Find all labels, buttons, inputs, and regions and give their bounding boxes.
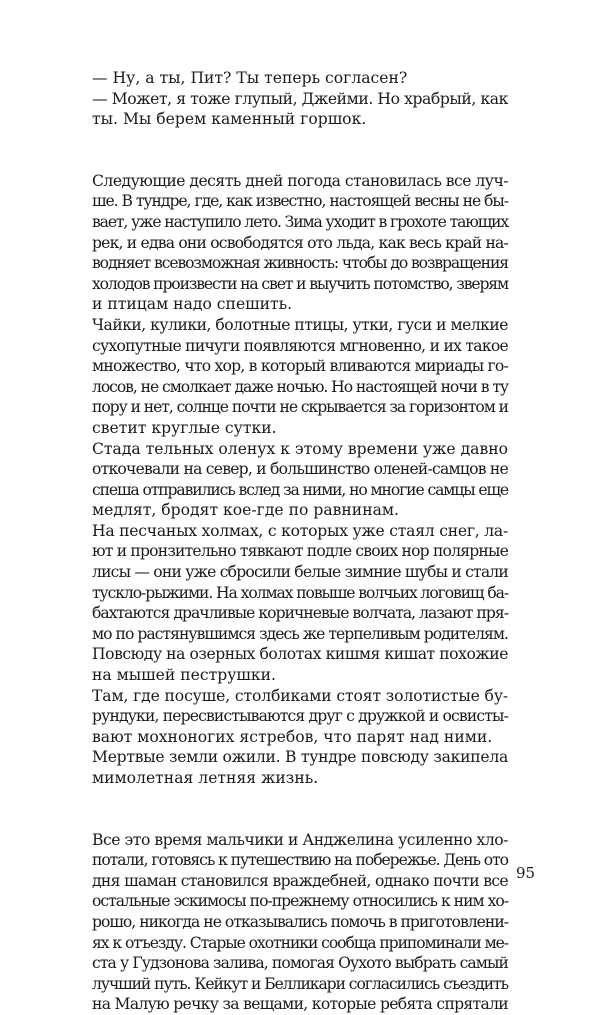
text-line: медлят, бродят кое-где по равнинам. — [92, 501, 399, 520]
text-line: лисы — они уже сбросили белые зимние шубы и стали — [92, 563, 508, 582]
text-line: холодов произвести на свет и выучить потомство, зверям — [92, 274, 509, 293]
text-line: на мышей пеструшки. — [92, 666, 276, 685]
text-line: — Ну, а ты, Пит? Ты теперь согласен? — [92, 69, 408, 87]
text-line: мо по растянувшимся здесь же терпеливым родителям. — [92, 624, 509, 643]
text-line: Стада тельных оленух к этому времени уже давно — [92, 439, 509, 458]
text-line: Чайки, кулики, болотные птицы, утки, гуси и мелкие — [92, 315, 508, 334]
text-line: ты. Мы берем каменный горшок. — [92, 110, 367, 129]
text-line: ше. В тундре, где, как известно, настоящей весны не бы- — [92, 192, 509, 211]
dialogue-block — [92, 68, 508, 130]
text-line: на Малую речку за вещами, которые ребята спрятали — [92, 995, 508, 1014]
text-line: спеша отправились вслед за ними, но многие самцы еще — [92, 480, 508, 499]
text-line: — Может, я тоже глупый, Джейми. Но храбрый, как — [92, 89, 509, 108]
page-number: 95 — [516, 864, 536, 882]
text-line: вают мохноногих ястребов, что парят над ними. — [92, 727, 493, 746]
text-line: Следующие десять дней погода становилась все луч- — [92, 171, 508, 190]
section-break — [92, 130, 508, 171]
text-line: ют и пронзительно тявкают подле своих нор полярные — [92, 542, 508, 561]
text-line: лосов, не смолкает даже ночью. Но настоящей ночи в ту — [92, 377, 508, 396]
text-line: множество, что хор, в который вливаются мириады го- — [92, 357, 509, 376]
text-line: водняет всевозможная живность: чтобы до возвращения — [92, 254, 508, 273]
text-line: рундуки, пересвистываются друг с дружкой и освисты- — [92, 707, 508, 726]
text-line: потали, готовясь к путешествию на побережье. День ото — [92, 851, 508, 870]
text-line: тускло-рыжими. На холмах повыше волчьих логовищ ба- — [92, 583, 508, 602]
text-line: мимолетная летняя жизнь. — [92, 769, 319, 787]
text-line: откочевали на север, и большинство оленей-самцов не — [92, 460, 508, 479]
text-line: бахтаются драчливые коричневые волчата, лазают пря- — [92, 604, 508, 623]
text-line: вает, уже наступило лето. Зима уходит в грохоте тающих — [92, 212, 509, 231]
section-break — [92, 789, 508, 830]
text-line: дня шаман становился враждебней, однако почти все — [92, 871, 508, 890]
text-line: Все это время мальчики и Анджелина усиленно хло- — [92, 830, 508, 849]
text-line: сухопутные пичуги появляются мгновенно, и их такое — [92, 336, 508, 355]
text-line: Повсюду на озерных болотах кишмя кишат похожие — [92, 645, 508, 664]
preparation-section — [92, 830, 508, 1015]
text-line: ях к отъезду. Старые охотники сообща припоминали ме- — [92, 933, 508, 952]
text-line: и птицам надо спешить. — [92, 295, 293, 314]
text-line: ста у Гудзонова залива, помогая Оухото выбрать самый — [92, 954, 508, 973]
book-page — [92, 68, 508, 1015]
text-line: пору и нет, солнце почти не скрывается за горизонтом и — [92, 398, 508, 417]
text-line: Там, где посуше, столбиками стоят золотистые бу- — [92, 686, 509, 705]
text-line: остальные эскимосы по-прежнему относились к ним хо- — [92, 892, 509, 911]
text-line: Мертвые земли ожили. В тундре повсюду закипела — [92, 748, 509, 767]
text-line: лучший путь. Кейкут и Белликари согласились съездить — [92, 974, 509, 993]
text-line: светит круглые сутки. — [92, 418, 277, 437]
text-line: рошо, никогда не отказывались помочь в приготовлени- — [92, 912, 509, 931]
text-line: рек, и едва они освободятся ото льда, как весь край на- — [92, 233, 508, 252]
tundra-section — [92, 171, 508, 789]
text-line: На песчаных холмах, с которых уже стаял снег, ла- — [92, 521, 508, 540]
